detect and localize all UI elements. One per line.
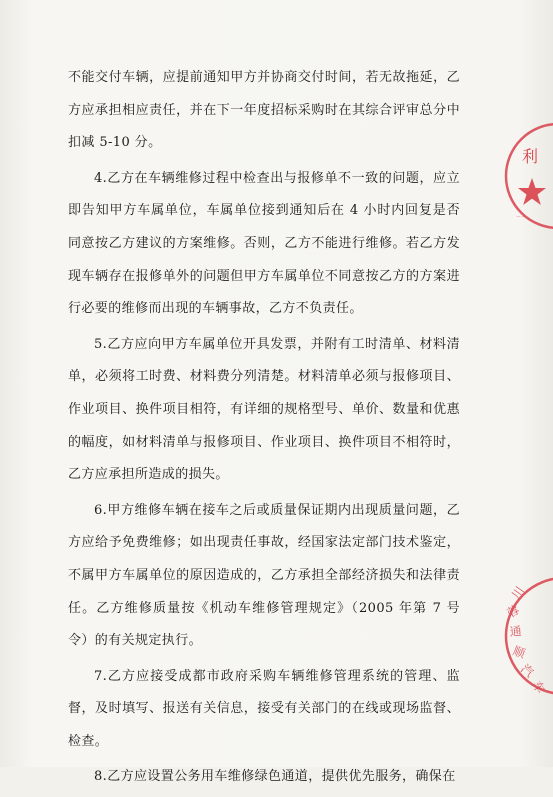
- seal-right-char: 利: [522, 147, 539, 166]
- paragraph-5: 5.乙方应向甲方车属单位开具发票，并附有工时清单、材料清单，必须将工时费、材料费分列清楚。材料清单必须与报修项目、作业项目、换件项目相符，有详细的规格型号、单价、数量和优惠的幅度，如材料清单与报修项目、作业项目、换件项目不相符时，乙方应承担所造成的损失。: [68, 336, 460, 483]
- paragraph-7: 7.乙方应接受成都市政府采购车辆维修管理系统的管理、监督，及时填写、报送有关信息，接受有关部门的在线或现场监督、检查。: [68, 668, 460, 749]
- svg-text:车: 车: [529, 678, 548, 696]
- svg-text:顺: 顺: [510, 643, 528, 661]
- paragraph-3-continued: 不能交付车辆，应提前通知甲方并协商交付时间，若无故拖延，乙方应承担相应责任，并在下一年度招标采购时在其综合评审总分中扣减 5-10 分。: [68, 70, 460, 151]
- document-body: [68, 62, 460, 797]
- seal-star-icon: [518, 178, 546, 205]
- paragraph-6: 6.甲方维修车辆在接车之后或质量保证期内出现质量问题，乙方应给予免费维修；如出现责任事故，经国家法定部门技术鉴定，不属甲方车属单位的原因造成的，乙方承担全部经济损失和法律责任。乙方维修质量按《机动车维修管理规定》（2005 年第 7 号令）的有关规定执行。: [68, 502, 460, 649]
- svg-text:蓉: 蓉: [504, 602, 522, 621]
- svg-text:通: 通: [509, 623, 523, 639]
- seal-stamp-bottom: [488, 572, 553, 702]
- svg-text:川: 川: [508, 583, 528, 602]
- paragraph-8: 8.乙方应设置公务用车维修绿色通道，提供优先服务，确保在: [94, 769, 456, 785]
- paragraph-4: 4.乙方在车辆维修过程中检查出与报修单不一致的问题，应立即告知甲方车属单位，车属单位接到通知后在 4 小时内回复是否同意按乙方建议的方案维修。否则，乙方不能进行维修。若乙方发现车辆存在报修单外的问题但甲方车属单位不同意按乙方的方案进行必要的维修而出现的车辆事故，乙方不负责任。: [68, 170, 460, 317]
- svg-text:ーー: ーー: [516, 214, 527, 220]
- seal-stamp-right: [500, 118, 553, 238]
- svg-text:汽: 汽: [518, 661, 537, 681]
